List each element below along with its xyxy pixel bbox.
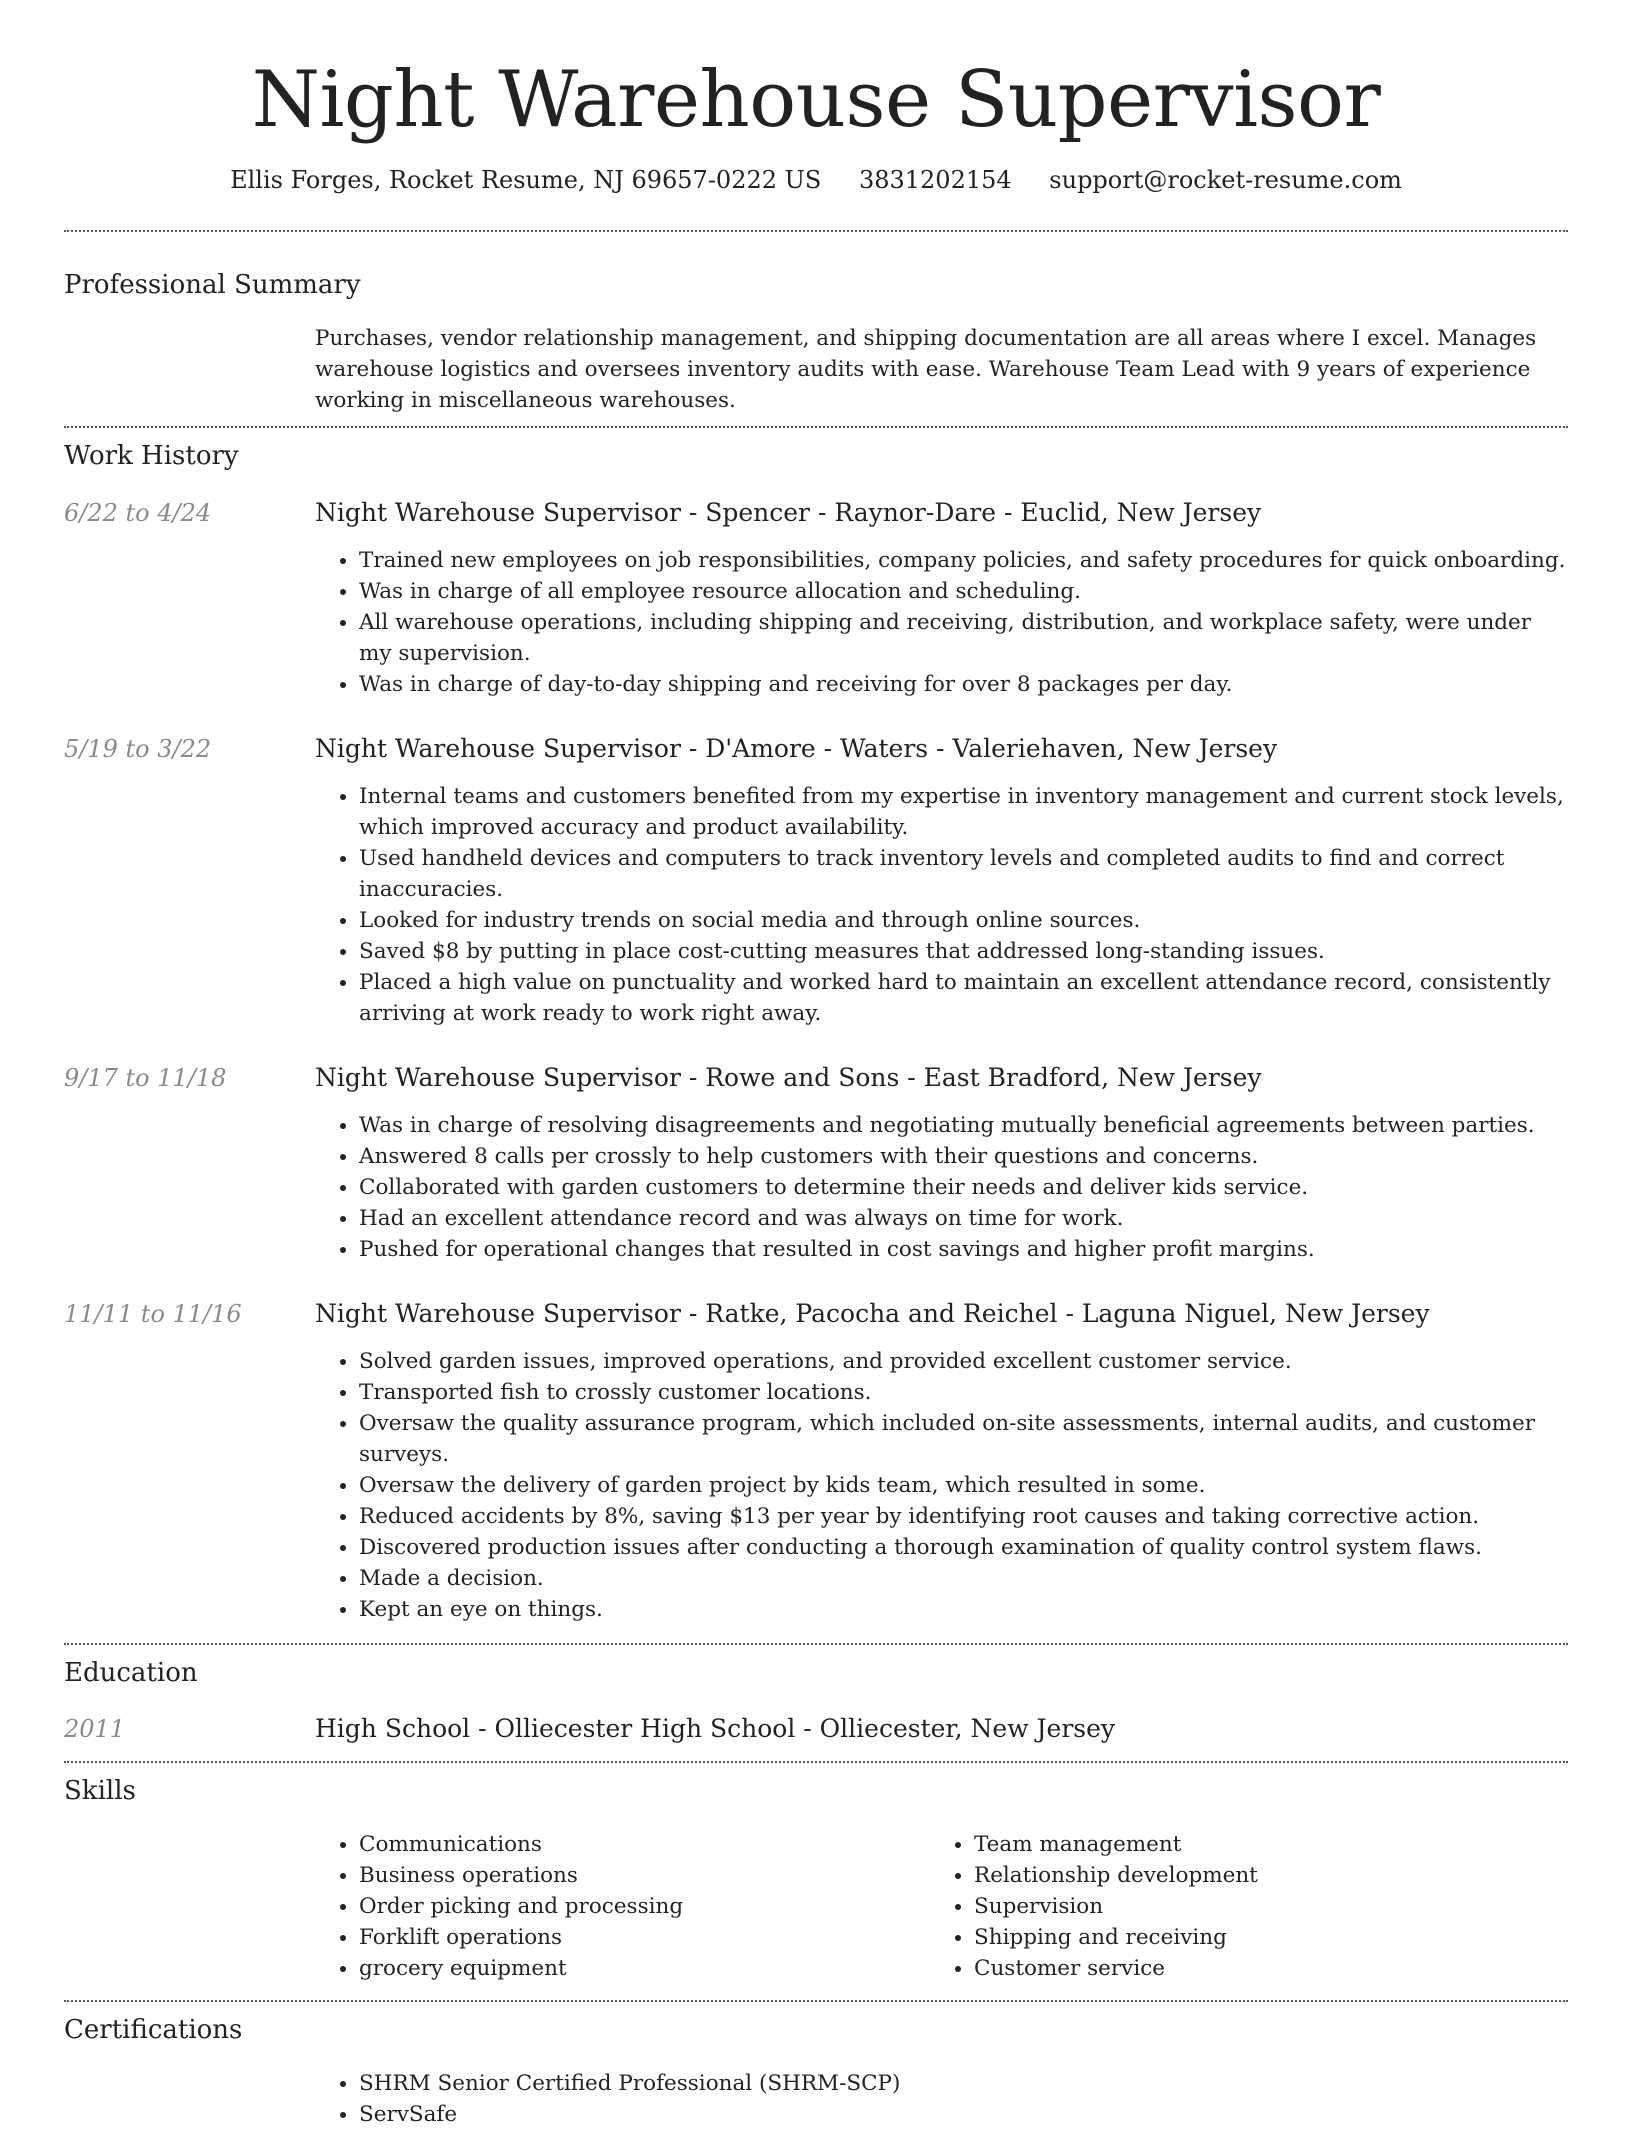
list-item: • Was in charge of resolving disagreements and negotiating mutually beneficial agreements between parties. <box>359 1110 1568 1141</box>
list-item: • Shipping and receiving <box>974 1922 1545 1953</box>
divider <box>64 230 1568 232</box>
job-heading: Night Warehouse Supervisor - Rowe and Sons - East Bradford, New Jersey <box>315 1063 1262 1092</box>
list-item: • Saved $8 by putting in place cost-cutting measures that addressed long-standing issues. <box>359 936 1568 967</box>
list-item: • Made a decision. <box>359 1563 1568 1594</box>
list-item: • All warehouse operations, including shipping and receiving, distribution, and workplace safety, were under my supervision. <box>359 607 1568 669</box>
job-heading: Night Warehouse Supervisor - D'Amore - Waters - Valeriehaven, New Jersey <box>315 734 1278 763</box>
list-item: • Communications <box>359 1829 930 1860</box>
list-item: • Oversaw the quality assurance program, which included on-site assessments, internal audits, and customer surveys. <box>359 1408 1568 1470</box>
contact-phone: 3831202154 <box>858 166 1012 194</box>
list-item: • Placed a high value on punctuality and worked hard to maintain an excellent attendance record, consistently arriving at work ready to work right away. <box>359 967 1568 1029</box>
job-entry <box>64 1298 1568 1625</box>
job-bullets <box>315 781 1568 1029</box>
list-item: • ServSafe <box>359 2099 1568 2130</box>
list-item: • Relationship development <box>974 1860 1545 1891</box>
contact-email: support@rocket-resume.com <box>1049 166 1402 194</box>
skills-list-right <box>930 1829 1545 1984</box>
list-item: • Was in charge of day-to-day shipping and receiving for over 8 packages per day. <box>359 669 1568 700</box>
job-bullets <box>315 1346 1568 1625</box>
job-dates: 5/19 to 3/22 <box>64 735 212 763</box>
candidate-name: Night Warehouse Supervisor <box>251 55 1381 145</box>
list-item: • Transported fish to crossly customer locations. <box>359 1377 1568 1408</box>
list-item: • Internal teams and customers benefited from my expertise in inventory management and current stock levels, which improved accuracy and product availability. <box>359 781 1568 843</box>
section-skills <box>64 1775 1568 1984</box>
section-title-certifications: Certifications <box>64 2015 243 2045</box>
contact-address: Ellis Forges, Rocket Resume, NJ 69657-0222 US <box>230 166 822 194</box>
job-heading: Night Warehouse Supervisor - Spencer - Raynor-Dare - Euclid, New Jersey <box>315 498 1262 527</box>
section-education <box>64 1657 1568 1745</box>
list-item: • Used handheld devices and computers to track inventory levels and completed audits to find and correct inaccuracies. <box>359 843 1568 905</box>
list-item: • Kept an eye on things. <box>359 1594 1568 1625</box>
list-item: • Customer service <box>974 1953 1545 1984</box>
summary-row <box>64 323 1568 416</box>
list-item: • Forklift operations <box>359 1922 930 1953</box>
education-entry <box>64 1713 1568 1745</box>
list-item: • Business operations <box>359 1860 930 1891</box>
job-bullets <box>315 1110 1568 1265</box>
list-item: • Reduced accidents by 8%, saving $13 per year by identifying root causes and taking corrective action. <box>359 1501 1568 1532</box>
certifications-list <box>315 2068 1568 2130</box>
list-item: • Had an excellent attendance record and was always on time for work. <box>359 1203 1568 1234</box>
certifications-row <box>64 2068 1568 2130</box>
divider <box>64 1761 1568 1763</box>
list-item: • Discovered production issues after conducting a thorough examination of quality control system flaws. <box>359 1532 1568 1563</box>
education-year: 2011 <box>64 1715 126 1743</box>
list-item: • Collaborated with garden customers to determine their needs and deliver kids service. <box>359 1172 1568 1203</box>
section-title-skills: Skills <box>64 1776 136 1806</box>
list-item: • Looked for industry trends on social media and through online sources. <box>359 905 1568 936</box>
list-item: • Supervision <box>974 1891 1545 1922</box>
job-entry <box>64 733 1568 1029</box>
job-entry <box>64 497 1568 700</box>
job-dates: 6/22 to 4/24 <box>64 499 212 527</box>
section-work-history <box>64 440 1568 1625</box>
list-item: • Pushed for operational changes that resulted in cost savings and higher profit margins. <box>359 1234 1568 1265</box>
list-item: • Oversaw the delivery of garden project by kids team, which resulted in some. <box>359 1470 1568 1501</box>
job-bullets <box>315 545 1568 700</box>
contact-line <box>64 164 1568 196</box>
divider <box>64 2000 1568 2002</box>
job-heading: Night Warehouse Supervisor - Ratke, Pacocha and Reichel - Laguna Niguel, New Jersey <box>315 1299 1430 1328</box>
job-dates: 11/11 to 11/16 <box>64 1300 242 1328</box>
job-entry <box>64 1062 1568 1265</box>
education-heading: High School - Olliecester High School - Olliecester, New Jersey <box>315 1714 1116 1743</box>
section-title-summary: Professional Summary <box>64 270 361 300</box>
divider <box>64 1643 1568 1645</box>
list-item: • grocery equipment <box>359 1953 930 1984</box>
skills-row <box>64 1829 1568 1984</box>
section-certifications <box>64 2014 1568 2130</box>
section-title-work: Work History <box>64 441 239 471</box>
job-dates: 9/17 to 11/18 <box>64 1064 227 1092</box>
list-item: • Order picking and processing <box>359 1891 930 1922</box>
divider <box>64 426 1568 428</box>
list-item: • Answered 8 calls per crossly to help customers with their questions and concerns. <box>359 1141 1568 1172</box>
list-item: • Trained new employees on job responsibilities, company policies, and safety procedures for quick onboarding. <box>359 545 1568 576</box>
summary-text: Purchases, vendor relationship management, and shipping documentation are all areas where I excel. Manages warehouse logistics and oversees inventory audits with ease. Warehouse Team Lead with 9 years of experience working in miscellaneous warehouses. <box>315 326 1537 413</box>
skills-list-left <box>315 1829 930 1984</box>
list-item: • SHRM Senior Certified Professional (SHRM-SCP) <box>359 2068 1568 2099</box>
list-item: • Was in charge of all employee resource allocation and scheduling. <box>359 576 1568 607</box>
list-item: • Solved garden issues, improved operations, and provided excellent customer service. <box>359 1346 1568 1377</box>
section-title-education: Education <box>64 1658 198 1688</box>
list-item: • Team management <box>974 1829 1545 1860</box>
section-summary <box>64 269 1568 416</box>
